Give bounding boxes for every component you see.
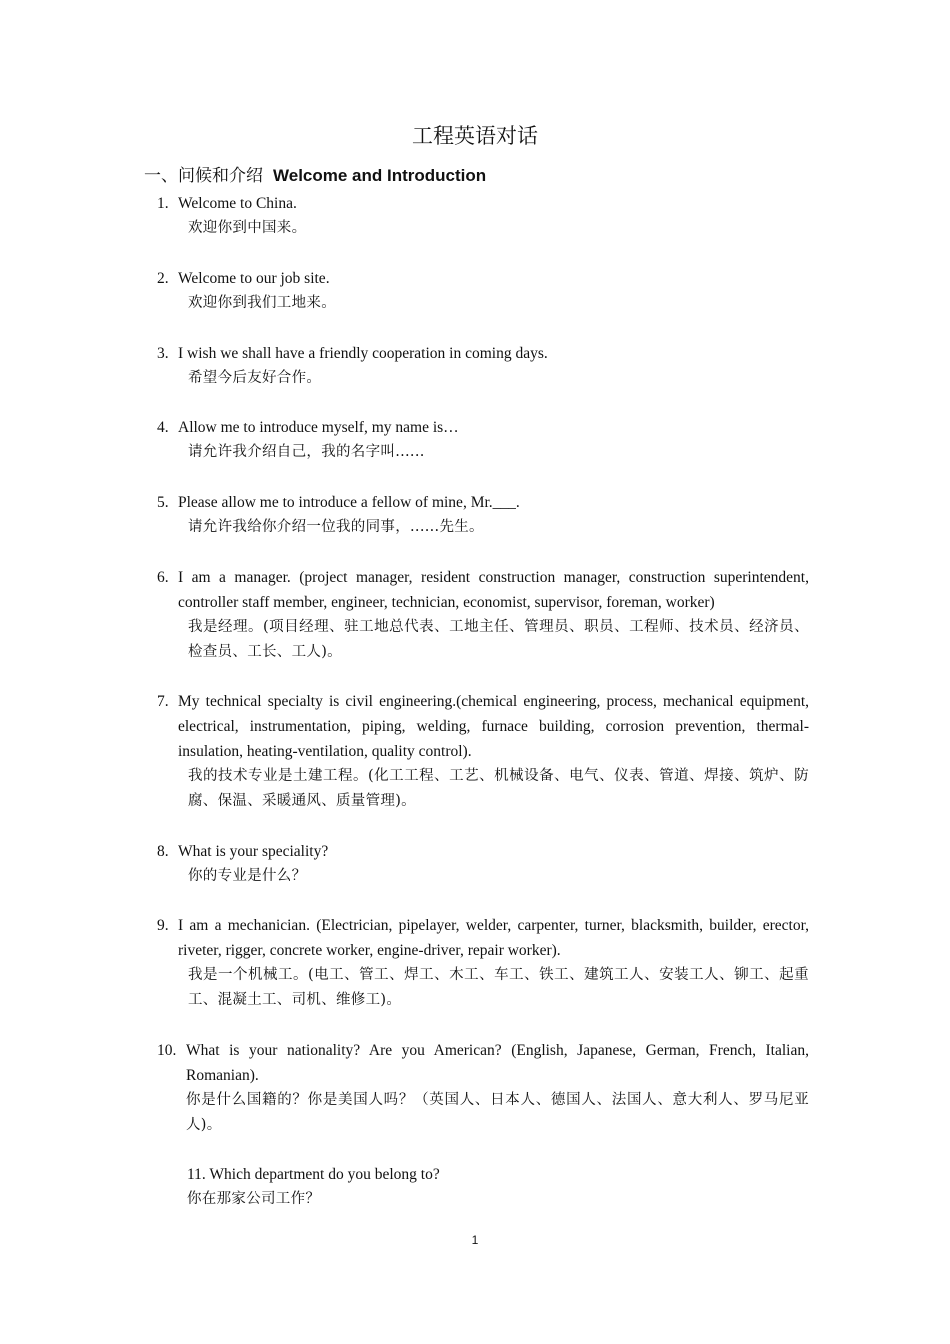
english-sentence: My technical specialty is civil engineering.(chemical engineering, process, mechanical equipment, electrical, instrumentation, piping, welding, furnace building, corrosion prevention, thermal-insulation, heating-ventilation, quality control). bbox=[178, 693, 809, 760]
item-number: 7. bbox=[157, 693, 169, 710]
page-number: 1 bbox=[471, 1233, 479, 1247]
chinese-translation: 欢迎你到中国来。 bbox=[188, 220, 307, 236]
dialogue-item-11 bbox=[187, 1162, 807, 1212]
chinese-translation: 欢迎你到我们工地来。 bbox=[188, 295, 336, 311]
chinese-translation: 我是经理。(项目经理、驻工地总代表、工地主任、管理员、职员、工程师、技术员、经济员、检查员、工长、工人)。 bbox=[188, 619, 809, 660]
item-number: 9. bbox=[157, 917, 169, 934]
english-sentence: What is your speciality? bbox=[178, 843, 329, 860]
dialogue-item-3 bbox=[157, 341, 809, 391]
chinese-translation: 我的技术专业是土建工程。(化工工程、工艺、机械设备、电气、仪表、管道、焊接、筑炉、防腐、保温、采暖通风、质量管理)。 bbox=[188, 768, 809, 809]
item-number: 8. bbox=[157, 843, 169, 860]
item-number: 4. bbox=[157, 419, 169, 436]
item-number: 2. bbox=[157, 270, 169, 287]
section-title-en: Welcome and Introduction bbox=[273, 166, 487, 185]
item-number: 3. bbox=[157, 345, 169, 362]
chinese-translation: 你的专业是什么？ bbox=[188, 868, 307, 884]
item-number: 5. bbox=[157, 494, 169, 511]
section-number: 一、 bbox=[144, 166, 178, 186]
english-sentence: What is your nationality? Are you American? (English, Japanese, German, French, Italian, Romanian). bbox=[186, 1042, 809, 1084]
english-sentence: Welcome to our job site. bbox=[178, 270, 330, 287]
dialogue-item-6 bbox=[157, 565, 809, 664]
dialogue-item-5 bbox=[157, 490, 809, 540]
chinese-translation: 请允许我介绍自己，我的名字叫...... bbox=[188, 444, 425, 460]
item-number: 11. bbox=[187, 1166, 206, 1183]
dialogue-item-10 bbox=[157, 1038, 809, 1137]
dialogue-item-1 bbox=[157, 191, 809, 241]
english-sentence: Welcome to China. bbox=[178, 195, 297, 212]
document-title: 工程英语对话 bbox=[412, 124, 538, 148]
item-number: 10. bbox=[157, 1042, 177, 1059]
dialogue-item-7 bbox=[157, 689, 809, 813]
english-sentence: Allow me to introduce myself, my name is… bbox=[178, 419, 459, 436]
item-number: 1. bbox=[157, 195, 169, 212]
dialogue-item-9 bbox=[157, 913, 809, 1012]
section-heading bbox=[144, 163, 486, 189]
item-number: 6. bbox=[157, 569, 169, 586]
english-sentence: Which department do you belong to? bbox=[209, 1166, 440, 1183]
chinese-translation: 你是什么国籍的？你是美国人吗？（英国人、日本人、德国人、法国人、意大利人、罗马尼亚人)。 bbox=[186, 1092, 809, 1133]
chinese-translation: 请允许我给你介绍一位我的同事，......先生。 bbox=[188, 519, 484, 535]
english-sentence: Please allow me to introduce a fellow of mine, Mr.___. bbox=[178, 494, 520, 511]
dialogue-item-2 bbox=[157, 266, 809, 316]
chinese-translation: 你在那家公司工作？ bbox=[187, 1191, 321, 1207]
english-sentence: I wish we shall have a friendly cooperation in coming days. bbox=[178, 345, 548, 362]
dialogue-item-4 bbox=[157, 415, 809, 465]
chinese-translation: 希望今后友好合作。 bbox=[188, 370, 322, 386]
english-sentence: I am a manager. (project manager, resident construction manager, construction superintendent, controller staff member, engineer, technician, economist, supervisor, foreman, worker) bbox=[178, 569, 809, 611]
dialogue-item-8 bbox=[157, 839, 809, 889]
english-sentence: I am a mechanician. (Electrician, pipelayer, welder, carpenter, turner, blacksmith, builder, erector, riveter, rigger, concrete worker, engine-driver, repair worker). bbox=[178, 917, 809, 959]
section-title-zh: 问候和介绍 bbox=[178, 166, 263, 186]
chinese-translation: 我是一个机械工。(电工、管工、焊工、木工、车工、铁工、建筑工人、安装工人、铆工、起重工、混凝土工、司机、维修工)。 bbox=[188, 967, 809, 1008]
